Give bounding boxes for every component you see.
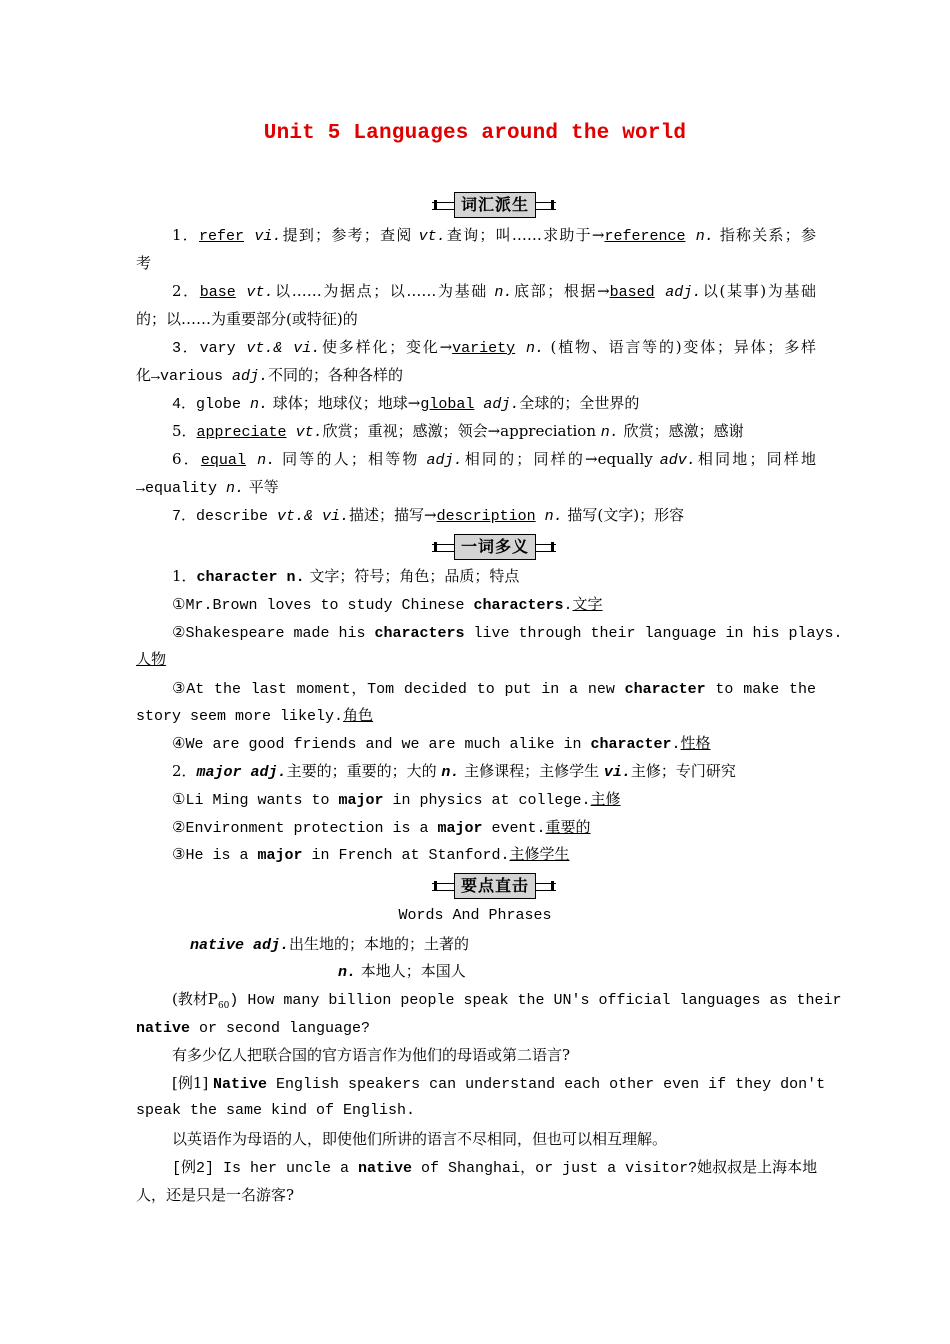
example-1-translation: 以英语作为母语的人，即使他们所讲的语言不尽相同，但也可以相互理解。 xyxy=(172,1130,668,1148)
example-1-cont: speak the same kind of English. xyxy=(136,1102,416,1119)
textbook-sentence-cont: native or second language? xyxy=(136,1020,371,1037)
vocab-line-4: 4．globe n. 球体；地球仪；地球→global adj.全球的；全世界的 xyxy=(172,394,640,413)
vocab-line-3: 3．vary vt.& vi.使多样化；变化→variety n. (植物、语言等的)变体；异体；多样 xyxy=(172,338,816,357)
section-banner-vocab xyxy=(432,192,556,218)
vocab-line-1: 1．refer vi.提到；参考；查阅 vt.查询；叫……求助于→reference n. 指称关系；参 xyxy=(172,226,816,245)
polysemy-answer: 人物 xyxy=(136,650,167,668)
polysemy-example: ③He is a major in French at Stanford.主修学生 xyxy=(172,845,570,864)
section-label-polysemy: 一词多义 xyxy=(454,534,536,560)
page-title: Unit 5 Languages around the world xyxy=(263,122,687,145)
section-banner-keypoints xyxy=(432,873,556,899)
keypoints-heading: Words And Phrases xyxy=(398,907,552,924)
vocab-line-1b: 考 xyxy=(136,254,152,272)
vocab-line-6b: →equality n. 平等 xyxy=(136,478,279,497)
polysemy-example: ③At the last moment，Tom decided to put in a new character to make the xyxy=(172,681,816,698)
section-label-vocab: 词汇派生 xyxy=(454,192,536,218)
polysemy-example: ②Environment protection is a major event.重要的 xyxy=(172,818,591,837)
vocab-line-5: 5．appreciate vt.欣赏；重视；感激；领会→appreciation n. 欣赏；感激；感谢 xyxy=(172,422,744,441)
native-entry-noun: n. 本地人；本国人 xyxy=(338,962,466,981)
textbook-translation: 有多少亿人把联合国的官方语言作为他们的母语或第二语言? xyxy=(172,1046,571,1064)
polysemy-example-cont: story seem more likely.角色 xyxy=(136,706,374,725)
vocab-line-2b: 的；以……为重要部分(或特征)的 xyxy=(136,310,358,328)
polysemy-character-head: 1．character n. 文字；符号；角色；品质；特点 xyxy=(172,567,520,586)
section-label-keypoints: 要点直击 xyxy=(454,873,536,899)
polysemy-example: ①Mr.Brown loves to study Chinese characters.文字 xyxy=(172,595,603,614)
polysemy-example: ④We are good friends and we are much alike in character.性格 xyxy=(172,734,711,753)
polysemy-major-head: 2．major adj.主要的；重要的；大的 n. 主修课程；主修学生 vi.主修；专门研究 xyxy=(172,762,736,781)
vocab-line-3b: 化→various adj.不同的；各种各样的 xyxy=(136,366,404,385)
polysemy-example: ①Li Ming wants to major in physics at college.主修 xyxy=(172,790,621,809)
native-entry: native adj.出生地的；本地的；土著的 xyxy=(190,935,470,954)
example-2-cont: 人，还是只是一名游客? xyxy=(136,1186,295,1204)
vocab-line-2: 2．base vt.以……为据点；以……为基础 n.底部；根据→based adj.以(某事)为基础 xyxy=(172,282,816,301)
example-1: [例1] Native English speakers can understand each other even if they don't xyxy=(172,1074,826,1093)
textbook-sentence: (教材$P_{60}$) How many billion people speak the UN's official languages as their xyxy=(172,990,842,1011)
polysemy-example: ②Shakespeare made his characters live through their language in his plays. xyxy=(172,625,843,642)
vocab-line-6: 6．equal n. 同等的人；相等物 adj.相同的；同样的→equally adv.相同地；同样地 xyxy=(172,450,816,469)
vocab-line-7: 7．describe vt.& vi.描述；描写→description n. 描写(文字)；形容 xyxy=(172,506,685,525)
section-banner-polysemy xyxy=(432,534,556,560)
example-2: [例2] Is her uncle a native of Shanghai，or just a visitor?她叔叔是上海本地 xyxy=(172,1160,818,1177)
